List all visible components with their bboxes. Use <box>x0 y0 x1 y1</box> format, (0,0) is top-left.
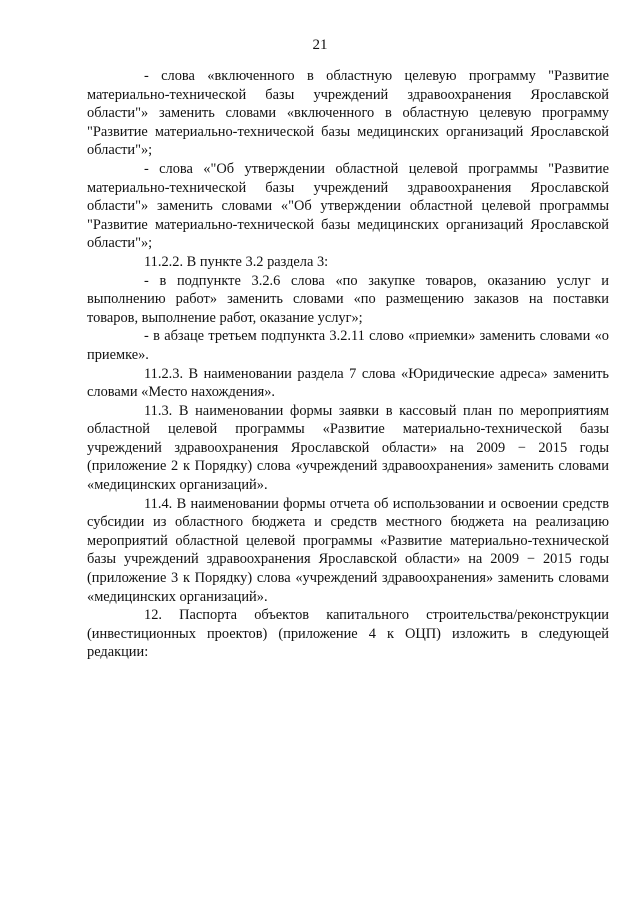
paragraph-3: 11.2.2. В пункте 3.2 раздела 3: <box>144 253 329 270</box>
paragraph-6: 11.2.3. В наименовании раздела 7 слова «Юридические адреса» заменить словами «Место нахождения». <box>87 365 609 401</box>
document-body <box>87 67 609 662</box>
paragraph-7: 11.3. В наименовании формы заявки в кассовый план по мероприятиям областной целевой программы «Развитие материально-технической базы учреждений здравоохранения Ярославской области» на 2009 − 2015 годы (приложение 2 к Порядку) слова «учреждений здравоохранения» заменить словами «медицинских организаций». <box>87 402 609 494</box>
paragraph-1: - слова «включенного в областную целевую программу "Развитие материально-технической базы учреждений здравоохранения Ярославской области"» заменить словами «включенного в областную целевую программу "Развитие материально-технической базы медицинских организаций Ярославской области"»; <box>87 68 609 159</box>
paragraph-4: - в подпункте 3.2.6 слова «по закупке товаров, оказанию услуг и выполнению работ» заменить словами «по размещению заказов на поставки товаров, выполнение работ, оказание услуг»; <box>87 272 609 326</box>
paragraph-5: - в абзаце третьем подпункта 3.2.11 слово «приемки» заменить словами «о приемке». <box>87 328 609 363</box>
page-number: 21 <box>312 37 328 53</box>
paragraph-8: 11.4. В наименовании формы отчета об использовании и освоении средств субсидии из областного бюджета и средств местного бюджета на реализацию мероприятий областной целевой программы «Развитие материально-технической базы учреждений здравоохранения Ярославской области» на 2009 − 2015 годы (приложение 3 к Порядку) слова «учреждений здравоохранения» заменить словами «медицинских организаций». <box>87 495 609 605</box>
paragraph-9: 12. Паспорта объектов капитального строительства/реконструкции (инвестиционных проектов) (приложение 4 к ОЦП) изложить в следующей редакции: <box>87 607 609 661</box>
paragraph-2: - слова «"Об утверждении областной целевой программы "Развитие материально-технической базы учреждений здравоохранения Ярославской области"» заменить словами «"Об утверждении областной целевой программы "Развитие материально-технической базы медицинских организаций Ярославской области"»; <box>87 160 609 252</box>
